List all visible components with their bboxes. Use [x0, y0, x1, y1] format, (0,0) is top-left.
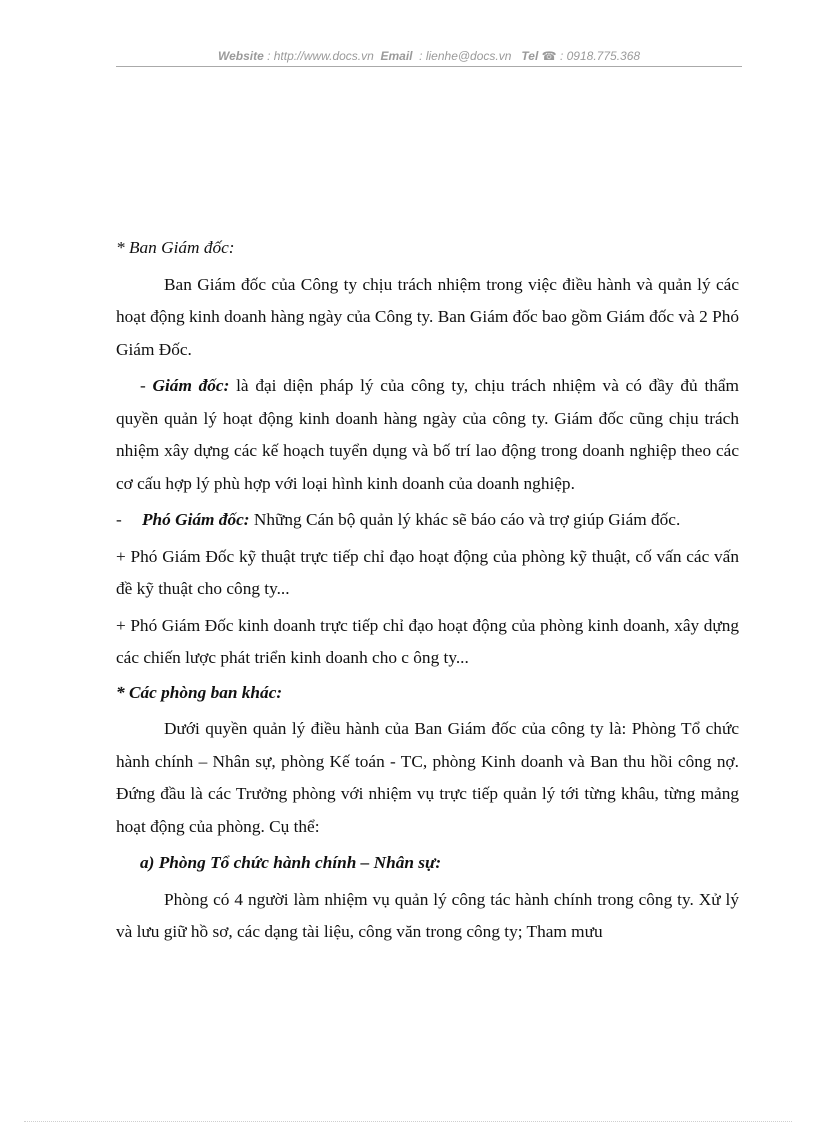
footer-divider — [24, 1121, 792, 1122]
paragraph-ban-giam-doc: Ban Giám đốc của Công ty chịu trách nhiệm trong việc điều hành và quản lý các hoạt động kinh doanh hàng ngày của Công ty. Ban Giám đốc bao gồm Giám đốc và 2 Phó Giám Đốc. — [116, 274, 739, 359]
page-header — [118, 47, 740, 65]
giam-doc-label: Giám đốc: — [152, 376, 230, 395]
email-label: Email — [380, 49, 413, 63]
giam-doc-text: là đại diện pháp lý của công ty, chịu trách nhiệm và có đầy đủ thẩm quyền quản lý hoạt động kinh doanh hàng ngày của công ty. Giám đốc cũng chịu trách nhiệm xây dựng các kế hoạch tuyển dụng và bố trí lao động trong doanh nghiệp theo các cơ cấu hợp lý phù hợp với loại hình kinh doanh của doanh nghiệp. — [116, 376, 740, 493]
paragraph-section-a: Phòng có 4 người làm nhiệm vụ quản lý công tác hành chính trong công ty. Xử lý và lưu giữ hồ sơ, các dạng tài liệu, công văn trong công ty; Tham mưu — [116, 889, 739, 941]
cac-phong-ban-heading: * Các phòng ban khác: — [116, 682, 283, 702]
pho-giam-doc-text: Những Cán bộ quản lý khác sẽ báo cáo và trợ giúp Giám đốc. — [249, 510, 681, 529]
pho-giam-doc-label: Phó Giám đốc: — [142, 510, 250, 529]
giam-doc-prefix: - — [140, 376, 153, 395]
email-value: : lienhe@docs.vn — [419, 49, 512, 63]
bullet-dash: - — [116, 510, 122, 529]
website-label: Website — [217, 49, 264, 63]
website-value: : http://www.docs.vn — [267, 49, 374, 63]
document-body — [116, 232, 739, 949]
tel-value: : 0918.775.368 — [559, 49, 641, 63]
section-a-heading: a) Phòng Tổ chức hành chính – Nhân sự: — [140, 853, 442, 872]
paragraph-phong-ban: Dưới quyền quản lý điều hành của Ban Giám đốc của công ty là: Phòng Tổ chức hành chính – Nhân sự, phòng Kế toán - TC, phòng Kinh doanh và Ban thu hồi công nợ. Đứng đầu là các Trưởng phòng với nhiệm vụ trực tiếp quản lý tới từng khâu, từng mảng hoạt động của phòng. Cụ thể: — [116, 719, 739, 836]
paragraph-pgd-kinh-doanh: + Phó Giám Đốc kinh doanh trực tiếp chỉ đạo hoạt động của phòng kinh doanh, xây dựng các chiến lược phát triển kinh doanh cho c ông ty... — [116, 615, 739, 667]
tel-label: Tel — [521, 49, 539, 63]
ban-giam-doc-heading: * Ban Giám đốc: — [116, 238, 235, 257]
paragraph-pgd-ky-thuat: + Phó Giám Đốc kỹ thuật trực tiếp chỉ đạo hoạt động của phòng kỹ thuật, cố vấn các vấn đề kỹ thuật cho công ty... — [116, 546, 739, 598]
header-divider — [116, 66, 742, 67]
phone-icon: ☎ — [541, 49, 557, 63]
paragraph-giam-doc — [116, 370, 739, 500]
paragraph-pho-giam-doc — [116, 504, 739, 537]
